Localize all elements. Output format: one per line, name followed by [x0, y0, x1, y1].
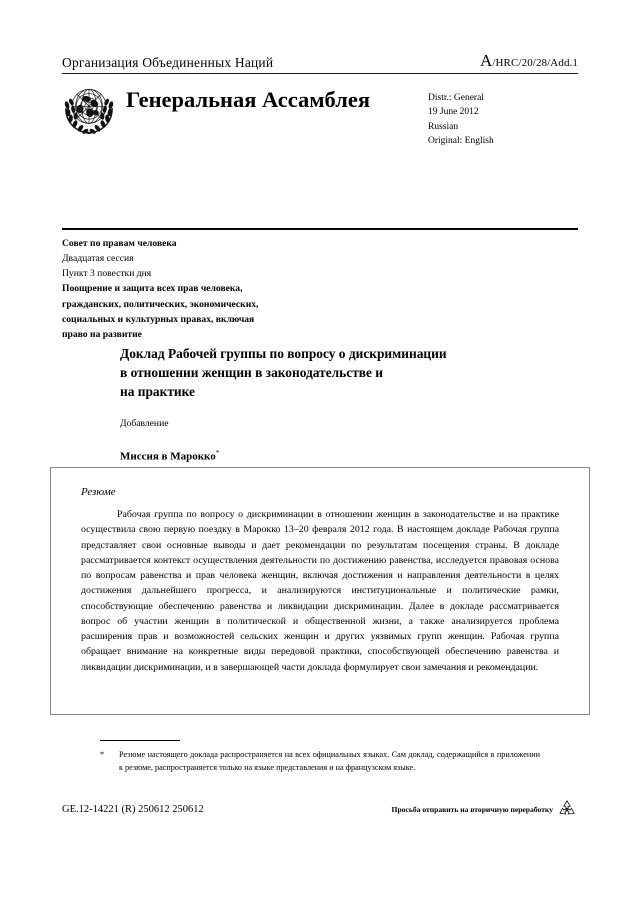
distr-line: Distr.: General	[428, 92, 484, 103]
session-info	[62, 236, 462, 342]
summary-body: Рабочая группа по вопросу о дискриминации в отношении женщин в законодательстве и на практике осуществила свою первую поездку в Марокко 13–20 февраля 2012 года. В настоящем докладе Рабочая группа представляет свои основные выводы и дает рекомендации по результатам посещения страны. В докладе рассматривается контекст осуществления деятельности по достижению равенства, исследуется правовая основа по вопросам равенства и прав человека женщин, включая достижения и направления деятельности в целях достижения дальнейшего прогресса, и анализируются институциональные и политические рамки, способствующие обеспечению равенства и ликвидации дискриминации. Далее в докладе рассматривается вопрос об участии женщин в политической и общественной жизни, а также анализируется проблема расширения прав и возможностей сельских женщин и других уязвимых групп женщин. Рабочая группа обращает внимание на конкретные виды передовой практики, способствующей обеспечению равенства и ликвидации дискриминации, и в завершающей части доклада формулирует свои замечания и рекомендации.	[81, 509, 559, 673]
document-symbol-initial: A	[479, 51, 493, 70]
report-title-line-1: Доклад Рабочей группы по вопросу о дискриминации	[120, 346, 447, 361]
footnote-text: Резюме настоящего доклада распространяется на всех официальных языках. Сам доклад, содержащийся в приложении к резюме, распространяется только на языке представления и на французском языке.	[119, 750, 540, 773]
masthead-top-row	[62, 52, 578, 73]
agenda-title-line-1: Поощрение и защита всех прав человека,	[62, 283, 243, 295]
summary-content	[51, 468, 589, 675]
page-title	[120, 344, 580, 401]
session-number: Двадцатая сессия	[62, 253, 134, 265]
agenda-title-line-4: право на развитие	[62, 328, 142, 340]
report-title-line-3: на практике	[120, 384, 195, 400]
mission-footnote-marker: *	[215, 449, 220, 458]
page-footer	[62, 798, 578, 820]
document-symbol	[480, 52, 578, 71]
footnote-separator	[100, 740, 180, 741]
distr-date: 19 June 2012	[428, 107, 479, 118]
masthead	[62, 52, 578, 148]
job-number: GE.12-14221 (R) 250612 250612	[62, 803, 204, 815]
footnote	[100, 748, 540, 775]
section-divider-rule	[62, 228, 578, 230]
report-title-line-2: в отношении женщин в законодательстве и	[120, 365, 384, 381]
general-assembly-title: Генеральная Ассамблея	[126, 86, 371, 112]
masthead-rule	[62, 73, 578, 74]
organization-name: Организация Объединенных Наций	[62, 54, 274, 70]
summary-box	[50, 467, 590, 715]
council-name: Совет по правам человека	[62, 238, 177, 249]
summary-heading: Резюме	[81, 486, 116, 498]
addendum-label: Добавление	[120, 418, 169, 430]
document-symbol-rest: /HRC/20/28/Add.1	[492, 57, 578, 69]
distr-language: Russian	[428, 121, 459, 132]
footnote-marker: *	[100, 750, 105, 759]
masthead-bottom-row	[62, 80, 578, 149]
distr-original: Original: English	[428, 136, 494, 146]
agenda-title-line-2: гражданских, политических, экономических,	[62, 298, 259, 310]
recycle-notice	[392, 798, 578, 820]
agenda-title-line-3: социальных и культурных правах, включая	[62, 313, 255, 325]
distribution-block	[428, 91, 578, 149]
report-title-block	[120, 344, 580, 463]
recycle-icon	[556, 798, 578, 820]
mission-label: Миссия в Марокко	[120, 450, 216, 463]
recycle-text: Просьба отправить на вторичную переработку	[391, 804, 553, 814]
mission-subtitle	[120, 449, 580, 463]
agenda-item: Пункт 3 повестки дня	[62, 268, 152, 280]
un-emblem-icon	[58, 82, 120, 138]
